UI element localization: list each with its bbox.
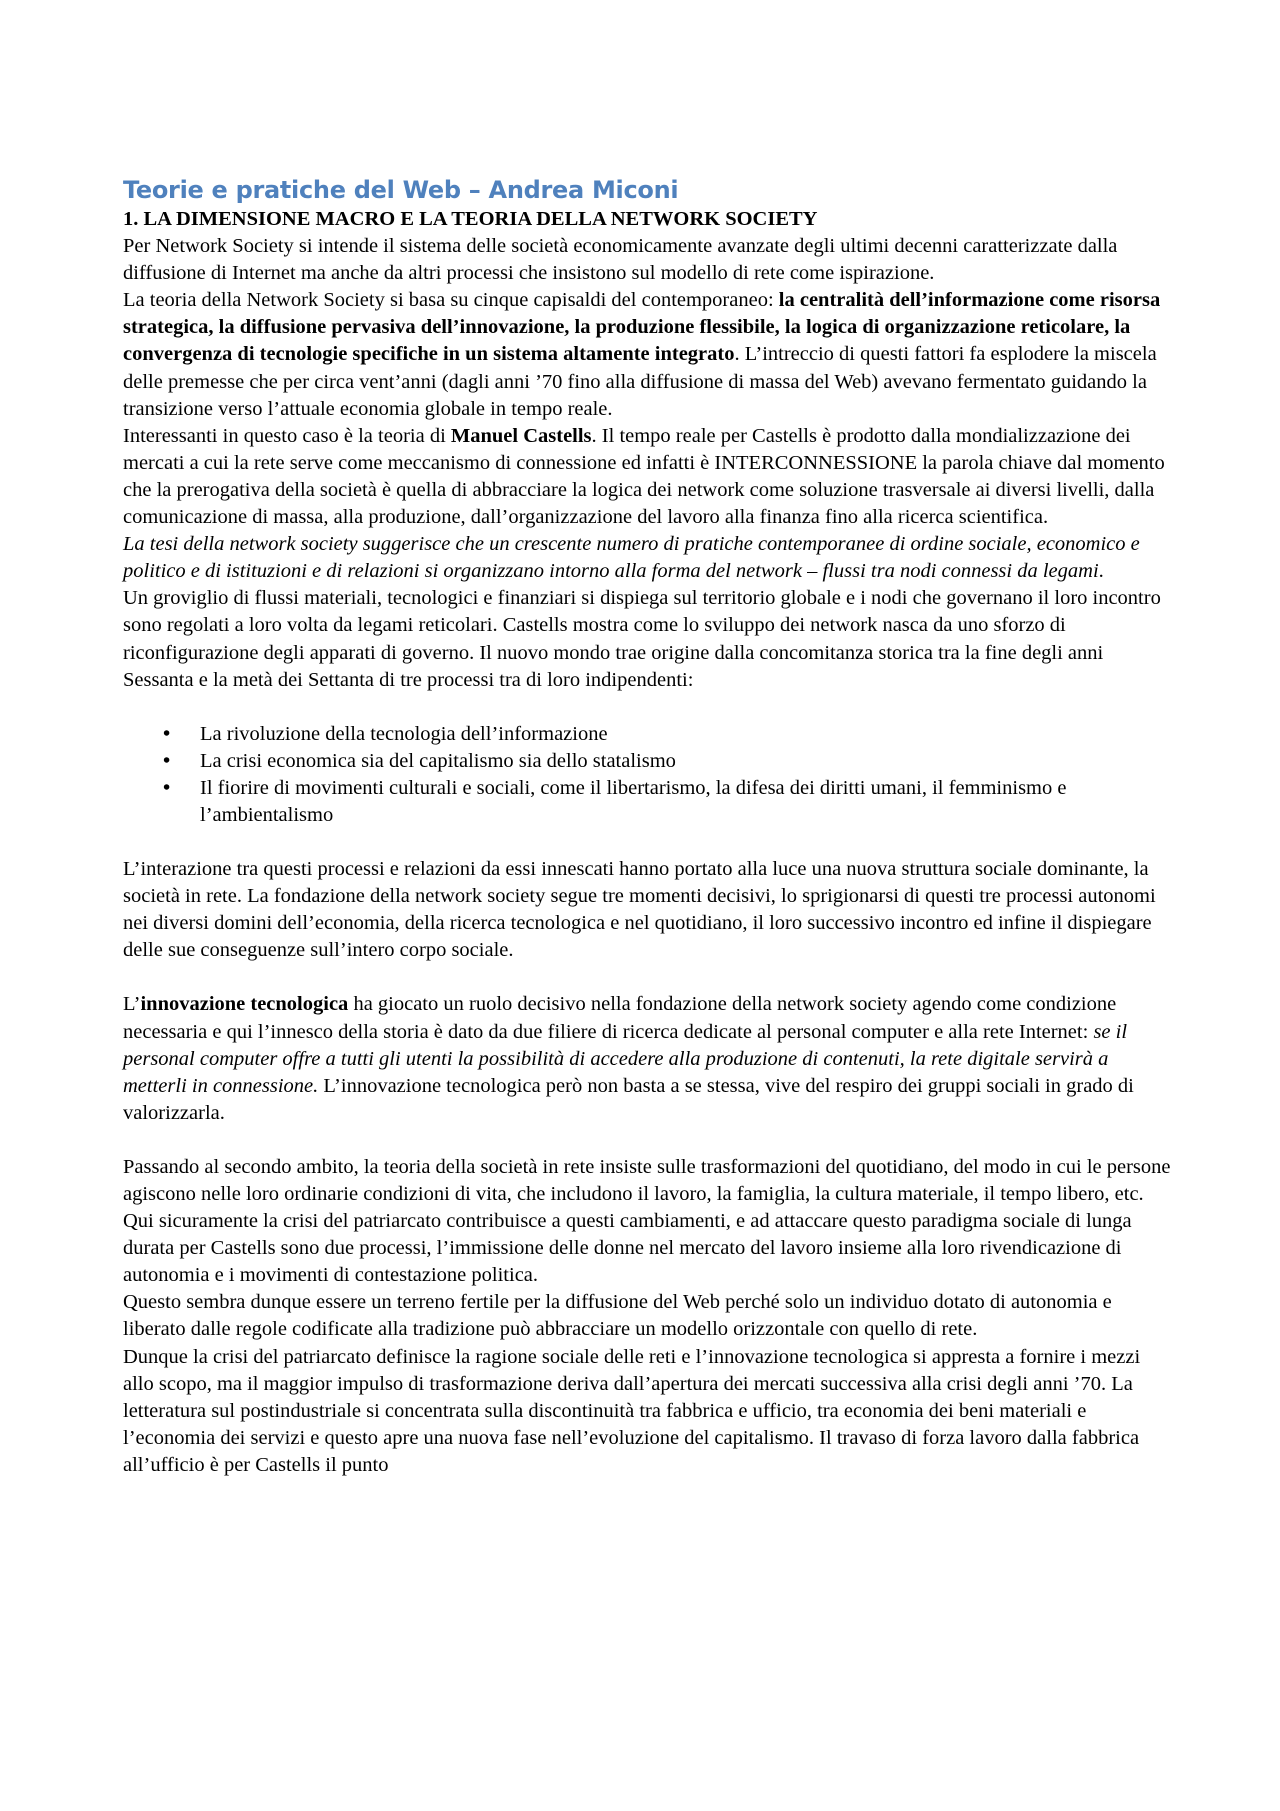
spacer — [123, 964, 1173, 991]
paragraph-text: La teoria della Network Society si basa su cinque capisaldi del contemporaneo: — [123, 289, 779, 312]
bullet-icon: • — [163, 749, 171, 772]
paragraph-flows: Un groviglio di flussi materiali, tecnologici e finanziari si dispiega sul territorio globale e i nodi che governano il loro incontro sono regolati a loro volta da legami reticolari. Castells mostra come lo sviluppo dei network nasca da uno sforzo di riconfigurazione degli apparati di governo. Il nuovo mondo trae origine dalla concomitanza storica tra la fine degli anni Sessanta e la metà dei Settanta di tre processi tra di loro indipendenti: — [123, 587, 1161, 691]
section-heading: 1. LA DIMENSIONE MACRO E LA TEORIA DELLA NETWORK SOCIETY — [123, 208, 818, 230]
paragraph-five-pillars — [123, 287, 1173, 422]
spacer — [123, 694, 1173, 721]
list-item — [123, 775, 1173, 829]
paragraph-interaction: L’interazione tra questi processi e relazioni da essi innescati hanno portato alla luce una nuova struttura sociale dominante, la società in rete. La fondazione della network society segue tre momenti decisivi, lo sprigionarsi di questi tre processi autonomi nei diversi domini dell’economia, della ricerca tecnologica e nel quotidiano, il loro successivo incontro ed infine il dispiegare delle sue conseguenze sull’intero corpo sociale. — [123, 858, 1156, 962]
bullet-icon: • — [163, 722, 171, 745]
bullet-icon: • — [163, 776, 171, 799]
list-item-text: Il fiorire di movimenti culturali e sociali, come il libertarismo, la difesa dei diritti umani, il femminismo e l’ambientalismo — [200, 776, 1067, 826]
bullet-list — [123, 721, 1173, 829]
paragraph-castells — [123, 423, 1173, 531]
paragraph-patriarchy-crisis: Dunque la crisi del patriarcato definisce la ragione sociale delle reti e l’innovazione tecnologica si appresta a fornire i mezzi allo scopo, ma il maggior impulso di trasformazione deriva dall’apertura dei mercati successiva alla crisi degli anni ’70. La letteratura sul postindustriale si concentrata sulla discontinuità tra fabbrica e ufficio, tra economia dei beni materiali e l’economia dei servizi e questo apre una nuova fase nell’evoluzione del capitalismo. Il travaso di forza lavoro dalla fabbrica all’ufficio è per Castells il punto — [123, 1345, 1141, 1476]
paragraph-text: Interessanti in questo caso è la teoria di — [123, 424, 451, 447]
bold-text: Manuel Castells — [450, 424, 592, 447]
bold-text: la centralità dell’informazione come risorsa strategica, la diffusione pervasiva dell’innovazione, la produzione flessibile, la logica di organizzazione reticolare, la convergenza di tecnologie specifiche in un sistema altamente integrato — [123, 289, 1161, 366]
paragraph-text: . — [1098, 560, 1104, 583]
list-item-text: La crisi economica sia del capitalismo sia dello statalismo — [200, 749, 676, 772]
paragraph-text: ha giocato un ruolo decisivo nella fondazione della network society agendo come condizione necessaria e qui l’innesco della storia è dato da due filiere di ricerca dedicate al personal computer e alla rete Internet: — [123, 993, 1117, 1043]
paragraph-innovation — [123, 991, 1173, 1126]
paragraph-text: . Il tempo reale per Castells è prodotto dalla mondializzazione dei mercati a cui la rete serve come meccanismo di connessione ed infatti è INTERCONNESSIONE la parola chiave dal momento che la prerogativa della società è quella di abbracciare la logica dei network come soluzione trasversale ai diversi livelli, dalla comunicazione di massa, alla produzione, dall’organizzazione del lavoro alla finanza fino alla ricerca scientifica. — [123, 424, 1165, 529]
paragraph-text: . L’intreccio di questi fattori fa esplodere la miscela delle premesse che per circa vent’anni (dagli anni ’70 fino alla diffusione di massa del Web) avevano fermentato guidando la transizione verso l’attuale economia globale in tempo reale. — [123, 343, 1157, 420]
list-item — [123, 748, 1173, 775]
italic-text: se il personal computer offre a tutti gli utenti la possibilità di accedere alla produzione di contenuti, la rete digitale servirà a metterli in connessione. — [123, 1020, 1128, 1097]
spacer — [123, 1127, 1173, 1154]
list-item-text: La rivoluzione della tecnologia dell’informazione — [200, 722, 608, 745]
italic-text: La tesi della network society suggerisce che un crescente numero di pratiche contemporanee di ordine sociale, economico e politico e di istituzioni e di relazioni si organizzano intorno alla forma del network – flussi tra nodi connessi da legami — [123, 533, 1140, 583]
paragraph-everyday: Passando al secondo ambito, la teoria della società in rete insiste sulle trasformazioni del quotidiano, del modo in cui le persone agiscono nelle loro ordinarie condizioni di vita, che includono il lavoro, la famiglia, la cultura materiale, il tempo libero, etc. Qui sicuramente la crisi del patriarcato contribuisce a questi cambiamenti, e ad attaccare questo paradigma sociale di lunga durata per Castells sono due processi, l’immissione delle donne nel mercato del lavoro insieme alla loro rivendicazione di autonomia e i movimenti di contestazione politica. — [123, 1155, 1171, 1287]
paragraph-text: L’innovazione tecnologica però non basta a se stessa, vive del respiro dei gruppi sociali in grado di valorizzarla. — [123, 1074, 1134, 1124]
document-page — [123, 174, 1173, 1479]
paragraph-network-society-definition: Per Network Society si intende il sistema delle società economicamente avanzate degli ultimi decenni caratterizzate dalla diffusione di Internet ma anche da altri processi che insistono sul modello di rete come ispirazione. — [123, 235, 1118, 285]
paragraph-text: L’ — [123, 993, 141, 1016]
paragraph-thesis — [123, 531, 1173, 585]
document-title: Teorie e pratiche del Web – Andrea Miconi — [123, 176, 679, 204]
list-item — [123, 721, 1173, 748]
bold-text: innovazione tecnologica — [140, 993, 349, 1016]
spacer — [123, 829, 1173, 856]
paragraph-autonomy: Questo sembra dunque essere un terreno fertile per la diffusione del Web perché solo un individuo dotato di autonomia e liberato dalle regole codificate alla tradizione può abbracciare un modello orizzontale con quello di rete. — [123, 1291, 1112, 1341]
